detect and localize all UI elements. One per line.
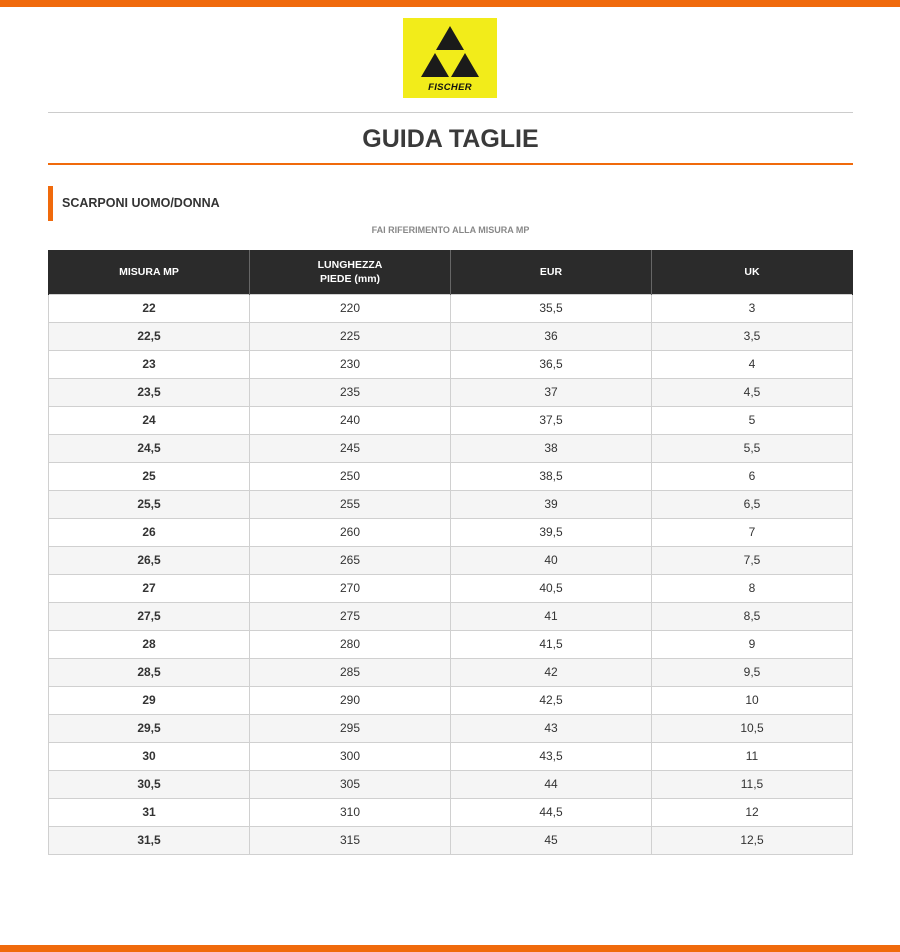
cell-lunghezza: 260 — [250, 518, 451, 546]
cell-lunghezza: 255 — [250, 490, 451, 518]
table-row — [49, 770, 853, 798]
cell-eur: 37 — [451, 378, 652, 406]
cell-eur: 42,5 — [451, 686, 652, 714]
table-row — [49, 434, 853, 462]
table-row — [49, 826, 853, 854]
header-uk: UK — [652, 250, 853, 294]
cell-misura-mp: 23,5 — [49, 378, 250, 406]
logo-wordmark: FISCHER — [428, 82, 472, 93]
cell-lunghezza: 295 — [250, 714, 451, 742]
cell-lunghezza: 300 — [250, 742, 451, 770]
cell-lunghezza: 290 — [250, 686, 451, 714]
cell-uk: 4 — [652, 350, 853, 378]
section-title: SCARPONI UOMO/DONNA — [62, 196, 220, 210]
cell-misura-mp: 23 — [49, 350, 250, 378]
cell-eur: 38 — [451, 434, 652, 462]
table-row — [49, 798, 853, 826]
table-body — [49, 294, 853, 854]
cell-misura-mp: 26,5 — [49, 546, 250, 574]
cell-uk: 11 — [652, 742, 853, 770]
cell-lunghezza: 235 — [250, 378, 451, 406]
cell-uk: 12 — [652, 798, 853, 826]
cell-uk: 5,5 — [652, 434, 853, 462]
table-row — [49, 350, 853, 378]
cell-misura-mp: 25,5 — [49, 490, 250, 518]
cell-uk: 11,5 — [652, 770, 853, 798]
cell-uk: 12,5 — [652, 826, 853, 854]
cell-misura-mp: 27 — [49, 574, 250, 602]
cell-uk: 8,5 — [652, 602, 853, 630]
cell-eur: 44,5 — [451, 798, 652, 826]
page-title: GUIDA TAGLIE — [362, 125, 539, 153]
cell-misura-mp: 27,5 — [49, 602, 250, 630]
cell-misura-mp: 24 — [49, 406, 250, 434]
table-row — [49, 658, 853, 686]
cell-uk: 10,5 — [652, 714, 853, 742]
cell-uk: 9 — [652, 630, 853, 658]
divider — [48, 112, 853, 113]
cell-eur: 41 — [451, 602, 652, 630]
cell-eur: 40,5 — [451, 574, 652, 602]
cell-eur: 43 — [451, 714, 652, 742]
cell-lunghezza: 280 — [250, 630, 451, 658]
cell-eur: 39 — [451, 490, 652, 518]
cell-lunghezza: 220 — [250, 294, 451, 322]
cell-uk: 7,5 — [652, 546, 853, 574]
size-chart-table — [48, 250, 853, 855]
cell-misura-mp: 22 — [49, 294, 250, 322]
cell-lunghezza: 310 — [250, 798, 451, 826]
cell-lunghezza: 245 — [250, 434, 451, 462]
table-row — [49, 490, 853, 518]
cell-eur: 43,5 — [451, 742, 652, 770]
cell-uk: 4,5 — [652, 378, 853, 406]
table-row — [49, 406, 853, 434]
top-accent-bar — [0, 0, 900, 7]
cell-misura-mp: 24,5 — [49, 434, 250, 462]
cell-misura-mp: 25 — [49, 462, 250, 490]
table-row — [49, 518, 853, 546]
cell-eur: 45 — [451, 826, 652, 854]
table-row — [49, 742, 853, 770]
cell-lunghezza: 285 — [250, 658, 451, 686]
header-lunghezza-piede: LUNGHEZZA PIEDE (mm) — [250, 250, 451, 294]
cell-misura-mp: 29 — [49, 686, 250, 714]
cell-lunghezza: 270 — [250, 574, 451, 602]
cell-misura-mp: 29,5 — [49, 714, 250, 742]
header-misura-mp: MISURA MP — [49, 250, 250, 294]
cell-misura-mp: 30 — [49, 742, 250, 770]
cell-eur: 41,5 — [451, 630, 652, 658]
bottom-accent-bar — [0, 945, 900, 952]
cell-uk: 6 — [652, 462, 853, 490]
table-row — [49, 630, 853, 658]
table-row — [49, 602, 853, 630]
cell-uk: 3,5 — [652, 322, 853, 350]
cell-uk: 10 — [652, 686, 853, 714]
cell-lunghezza: 240 — [250, 406, 451, 434]
table-row — [49, 714, 853, 742]
cell-uk: 5 — [652, 406, 853, 434]
cell-misura-mp: 31,5 — [49, 826, 250, 854]
table-row — [49, 686, 853, 714]
cell-uk: 6,5 — [652, 490, 853, 518]
reference-note: FAI RIFERIMENTO ALLA MISURA MP — [371, 225, 530, 235]
table-row — [49, 546, 853, 574]
cell-misura-mp: 28 — [49, 630, 250, 658]
table-row — [49, 322, 853, 350]
cell-uk: 8 — [652, 574, 853, 602]
cell-eur: 38,5 — [451, 462, 652, 490]
cell-eur: 36 — [451, 322, 652, 350]
cell-misura-mp: 30,5 — [49, 770, 250, 798]
cell-uk: 7 — [652, 518, 853, 546]
cell-lunghezza: 275 — [250, 602, 451, 630]
table-row — [49, 294, 853, 322]
cell-eur: 39,5 — [451, 518, 652, 546]
cell-eur: 35,5 — [451, 294, 652, 322]
title-underline — [48, 163, 853, 165]
cell-eur: 42 — [451, 658, 652, 686]
cell-lunghezza: 225 — [250, 322, 451, 350]
cell-misura-mp: 22,5 — [49, 322, 250, 350]
cell-uk: 9,5 — [652, 658, 853, 686]
cell-lunghezza: 315 — [250, 826, 451, 854]
cell-eur: 37,5 — [451, 406, 652, 434]
triangles-logo-icon — [403, 18, 497, 82]
cell-misura-mp: 26 — [49, 518, 250, 546]
cell-eur: 36,5 — [451, 350, 652, 378]
cell-lunghezza: 265 — [250, 546, 451, 574]
table-row — [49, 462, 853, 490]
table-row — [49, 574, 853, 602]
table-row — [49, 378, 853, 406]
cell-misura-mp: 28,5 — [49, 658, 250, 686]
cell-lunghezza: 230 — [250, 350, 451, 378]
cell-misura-mp: 31 — [49, 798, 250, 826]
cell-eur: 44 — [451, 770, 652, 798]
fischer-logo — [403, 18, 497, 98]
cell-lunghezza: 250 — [250, 462, 451, 490]
cell-lunghezza: 305 — [250, 770, 451, 798]
cell-uk: 3 — [652, 294, 853, 322]
table-header-row — [49, 250, 853, 294]
header-eur: EUR — [451, 250, 652, 294]
section-marker — [48, 186, 53, 221]
cell-eur: 40 — [451, 546, 652, 574]
